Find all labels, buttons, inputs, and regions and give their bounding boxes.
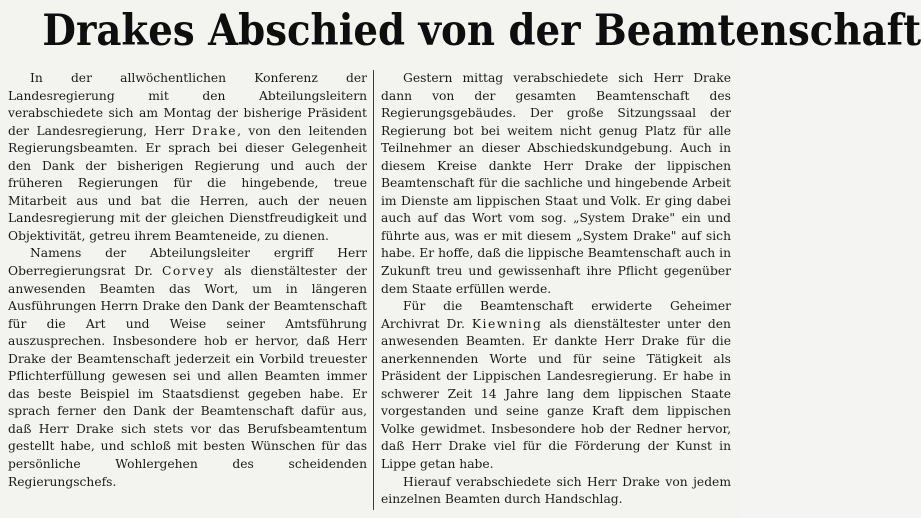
- paragraph: [381, 298, 731, 473]
- person-name-corvey: Corvey: [161, 264, 215, 279]
- paragraph-text: In der allwöchentlichen Konferenz der Landesregierung mit den Abteilungsleitern verabschiedete sich am Montag der bisherige Präsident der Landesregierung, Herr: [8, 71, 367, 138]
- paragraph: [381, 474, 731, 509]
- paragraph: [8, 245, 367, 491]
- person-name-kiewning: Kiewning: [471, 316, 543, 331]
- paragraph-text: , von den leitenden Regierungsbeamten. Er sprach bei dieser Gelegenheit den Dank der bisherigen Regierung und auch der früheren Regierungen für die hingebende, treue Mitarbeit aus und bat die Herren, auch der neuen Landesregierung mit der gleichen Dienstfreudigkeit und Objektivität, getreu ihrem Beamteneide, zu dienen.: [8, 123, 367, 243]
- article-column-right: [381, 70, 731, 509]
- paragraph-text: Namens der Abteilungsleiter ergriff Herr Oberregierungsrat Dr.: [8, 246, 367, 279]
- column-divider: [373, 70, 374, 510]
- paragraph-text: als dienstältester unter den anwesenden Beamten. Er dankte Herr Drake für die anerkennenden Worte und für seine Tätigkeit als Präsident der Lippischen Landesregierung. Er habe in schwerer Zeit 14 Jahre lang dem lippischen Staate vorgestanden und seine ganze Kraft dem lippischen Volke gewidmet. Insbesondere hob der Redner hervor, daß Herr Drake viel für die Förderung der Kunst in Lippe getan habe.: [381, 316, 731, 472]
- paragraph: [381, 70, 731, 298]
- paragraph-text: Hierauf verabschiedete sich Herr Drake von jedem einzelnen Beamten durch Handschlag.: [381, 474, 731, 507]
- headline: Drakes Abschied von der Beamtenschaft: [42, 6, 921, 56]
- paragraph-text: Für die Beamtenschaft erwiderte Geheimer Archivrat Dr.: [381, 299, 731, 331]
- article-column-left: [8, 70, 367, 491]
- paragraph-text: als dienstältester der anwesenden Beamten das Wort, um in längeren Ausführungen Herrn Drake den Dank der Beamtenschaft für die Art und Weise seiner Amtsführung auszusprechen. Insbesondere hob er hervor, daß Herr Drake der Beamtenschaft jederzeit ein Vorbild treuester Pflichterfüllung gewesen sei und allen Beamten immer das beste Beispiel im Staatsdienst gegeben habe. Er sprach ferner den Dank der Beamtenschaft dafür aus, daß Herr Drake sich stets vor das Berufsbeamtentum gestellt habe, und schloß mit besten Wünschen für das persönliche Wohlergehen des scheidenden Regierungschefs.: [8, 264, 367, 489]
- person-name-drake: Drake: [191, 123, 238, 138]
- paragraph: [8, 70, 367, 245]
- paragraph-text: Gestern mittag verabschiedete sich Herr Drake dann von der gesamten Beamtenschaft des Regierungsgebäudes. Der große Sitzungssaal der Regierung bot bei weitem nicht genug Platz für alle Teilnehmer an dieser Abschiedskundgebung. Auch in diesem Kreise dankte Herr Drake der lippischen Beamtenschaft für die sachliche und hingebende Arbeit im Dienste am lippischen Staat und Volk. Er ging dabei auch auf das Wort vom sog. „System Drake" ein und führte aus, was er mit diesem „System Drake" auf sich habe. Er hoffe, daß die lippische Beamtenschaft auch in Zukunft treu und gewissenhaft ihre Pflicht gegenüber dem Staate erfüllen werde.: [381, 71, 731, 296]
